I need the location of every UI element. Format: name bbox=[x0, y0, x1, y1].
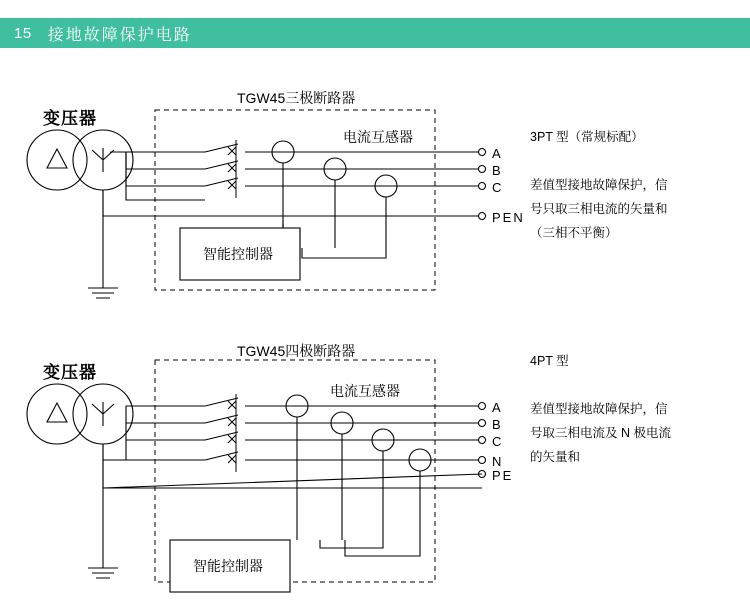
terminal-2-n: N bbox=[492, 454, 504, 469]
note-1-line-1: 3PT 型（常规标配） bbox=[530, 130, 644, 144]
page-header bbox=[0, 18, 750, 48]
note-1-line-3: 号只取三相电流的矢量和 bbox=[530, 202, 668, 216]
page-title: 接地故障保护电路 bbox=[47, 26, 192, 44]
note-2-line-4: 的矢量和 bbox=[530, 450, 581, 464]
section-number: 15 bbox=[14, 24, 32, 42]
ct-label-2: 电流互感器 bbox=[330, 383, 400, 399]
controller-label-2: 智能控制器 bbox=[193, 558, 263, 574]
note-2-line-2: 差值型接地故障保护，信 bbox=[530, 402, 668, 416]
terminal-2-a: A bbox=[492, 400, 503, 415]
transformer-label-2: 变压器 bbox=[43, 363, 97, 382]
terminal-1-a: A bbox=[492, 146, 503, 161]
ct-label-1: 电流互感器 bbox=[343, 129, 413, 145]
terminal-1-b: B bbox=[492, 163, 503, 178]
note-2-line-3: 号取三相电流及 N 极电流 bbox=[530, 426, 671, 440]
note-1-line-4: （三相不平衡） bbox=[530, 226, 618, 240]
note-2-line-1: 4PT 型 bbox=[530, 354, 569, 368]
breaker-label-2: TGW45四极断路器 bbox=[237, 343, 356, 359]
terminal-1-pen: PEN bbox=[492, 210, 525, 225]
terminal-2-pe: PE bbox=[492, 468, 514, 483]
diagram-stage bbox=[0, 48, 750, 602]
terminal-2-b: B bbox=[492, 417, 503, 432]
transformer-label-1: 变压器 bbox=[43, 109, 97, 128]
terminal-2-c: C bbox=[492, 434, 504, 449]
note-1-line-2: 差值型接地故障保护，信 bbox=[530, 178, 668, 192]
breaker-label-1: TGW45三极断路器 bbox=[237, 90, 356, 106]
terminal-1-c: C bbox=[492, 180, 504, 195]
controller-label-1: 智能控制器 bbox=[203, 246, 273, 262]
